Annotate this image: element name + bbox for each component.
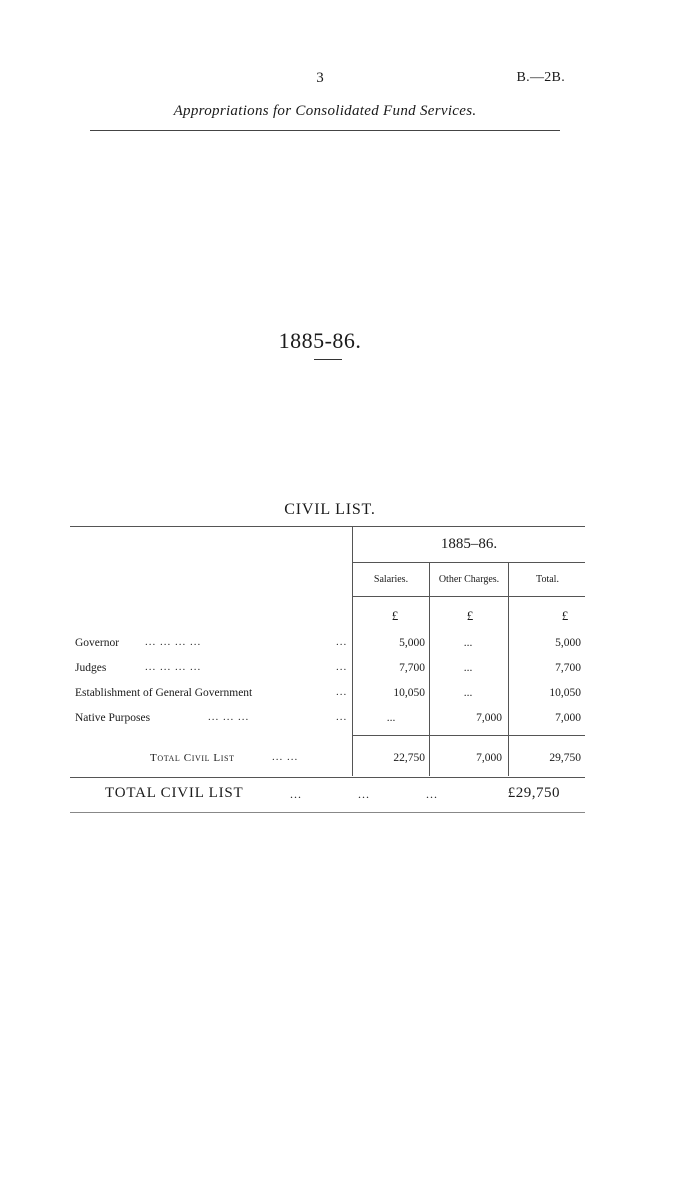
year-heading: 1885-86. xyxy=(278,328,362,353)
currency-symbol: £ xyxy=(466,608,474,623)
leader-dots: ... xyxy=(336,636,348,648)
total-row-label: Total Civil List xyxy=(150,752,235,764)
period-rule xyxy=(352,562,585,563)
other-charges-value: ... xyxy=(463,662,473,674)
period-header: 1885–86. xyxy=(440,536,498,552)
header-rule xyxy=(90,130,560,131)
civil-list-title: CIVIL LIST. xyxy=(284,501,376,518)
row-label: Establishment of General Government xyxy=(75,687,253,699)
currency-symbol: £ xyxy=(391,608,399,623)
other-charges-total: 7,000 xyxy=(476,752,502,764)
salaries-value: 5,000 xyxy=(399,637,425,649)
grand-column-total: 29,750 xyxy=(549,752,581,764)
row-label: Judges xyxy=(75,662,107,674)
row-label: Governor xyxy=(75,637,120,649)
leader-dots: ... xyxy=(336,661,348,673)
total-value: 5,000 xyxy=(555,637,581,649)
other-charges-value: ... xyxy=(463,637,473,649)
total-value: 7,700 xyxy=(555,662,581,674)
leader-dots: ... xyxy=(336,686,348,698)
grand-total-label: TOTAL CIVIL LIST xyxy=(105,785,244,801)
grand-total-rule xyxy=(70,812,585,813)
salaries-value: ... xyxy=(386,712,396,724)
leader-dots: ... ... ... xyxy=(290,787,438,801)
column-divider-2 xyxy=(508,562,509,776)
other-charges-value: 7,000 xyxy=(476,712,502,724)
column-header-other-charges: Other Charges. xyxy=(438,574,500,585)
page-number: 3 xyxy=(316,70,324,86)
leader-dots: ... ... ... xyxy=(208,711,250,723)
column-header-rule xyxy=(352,596,585,597)
total-value: 10,050 xyxy=(549,687,581,699)
other-charges-value: ... xyxy=(463,687,473,699)
leader-dots: ... ... ... ... xyxy=(145,661,202,673)
subtotal-rule xyxy=(352,735,585,736)
table-bottom-rule xyxy=(70,777,585,778)
column-divider-1 xyxy=(429,562,430,776)
document-reference: B.—2B. xyxy=(516,70,565,85)
year-underline xyxy=(314,359,342,360)
salaries-total: 22,750 xyxy=(393,752,425,764)
salaries-value: 7,700 xyxy=(399,662,425,674)
leader-dots: ... ... ... ... xyxy=(145,636,202,648)
column-header-total: Total. xyxy=(536,574,559,585)
table-top-rule xyxy=(70,526,585,527)
grand-total-amount: £29,750 xyxy=(507,785,560,801)
running-title: Appropriations for Consolidated Fund Services. xyxy=(173,103,477,119)
leader-dots: ... ... xyxy=(272,751,299,763)
row-label: Native Purposes xyxy=(75,712,151,724)
leader-dots: ... xyxy=(336,711,348,723)
table-divider-labels xyxy=(352,526,353,776)
column-header-salaries: Salaries. xyxy=(373,574,409,585)
total-value: 7,000 xyxy=(555,712,581,724)
salaries-value: 10,050 xyxy=(393,687,425,699)
currency-symbol: £ xyxy=(561,608,569,623)
